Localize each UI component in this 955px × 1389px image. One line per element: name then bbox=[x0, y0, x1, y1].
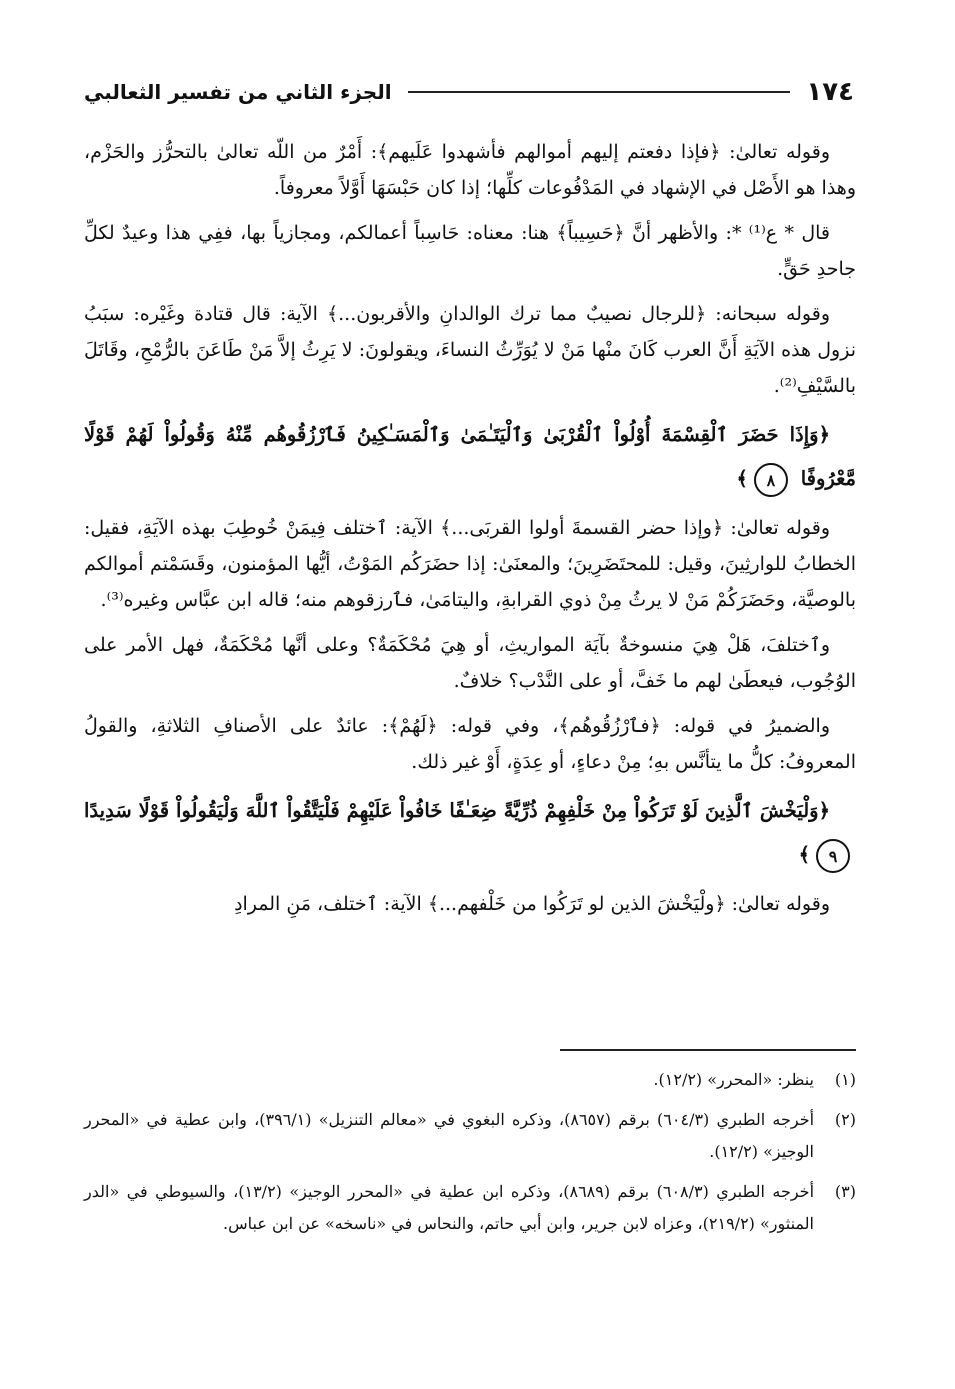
footnote-text: أخرجه الطبري (٦٠٤/٣) برقم (٨٦٥٧)، وذكره البغوي في «معالم التنزيل» (٣٩٦/١)، وابن عطية في «المحرر الوجيز» (١٢/٢). bbox=[84, 1110, 815, 1161]
footnote-text: أخرجه الطبري (٦٠٨/٣) برقم (٨٦٨٩)، وذكره ابن عطية في «المحرر الوجيز» (١٣/٢)، والسيوطي في «الدر المنثور» (٢١٩/٢)، وعزاه لابن جرير، وابن أبي حاتم، والنحاس في «ناسخه» عن ابن عباس. bbox=[84, 1182, 815, 1233]
footnote-number: (٣) bbox=[834, 1182, 856, 1201]
page-number: ١٧٤ bbox=[806, 77, 854, 107]
footnote-text: ينظر: «المحرر» (١٢/٢). bbox=[653, 1070, 814, 1089]
verse-8-close: ﴾ bbox=[736, 467, 748, 490]
page-header bbox=[84, 72, 854, 112]
verse-9-number: ٩ bbox=[816, 839, 850, 873]
footnote-rule bbox=[560, 1049, 856, 1051]
paragraph-2: قال * ع⁽¹⁾ *: والأظهر أنَّ ﴿حَسِيباً﴾ هنا: معناه: حَاسِباً أعمالكم، ومجازياً بها، ففِي هذا وعيدٌ لكلِّ جاحدِ حَقٍّ. bbox=[84, 222, 856, 280]
footnote bbox=[84, 1064, 856, 1096]
paragraph-6: والضميرُ في قوله: ﴿فٱرْزُقُوهُم﴾، وفي قوله: ﴿لَهُمْ﴾: عائدٌ على الأصنافِ الثلاثةِ، والقولُ المعروفُ: كلُّ ما يتأنَّس بهِ؛ مِنْ دعاءٍ، أو عِدَةٍ، أَوْ غير ذلك. bbox=[84, 715, 856, 773]
footnote-number: (١) bbox=[834, 1070, 856, 1089]
paragraph-5: وٱختلفَ، هَلْ هِيَ منسوخةٌ بآيَة المواريثِ، أو هِيَ مُحْكَمَةٌ؟ وعلى أنَّها مُحْكَمَةٌ، فهل الأمر على الوُجُوب، فيعطَىٰ لهم ما خَفَّ، أو على النَّدْب؟ خلافٌ. bbox=[84, 634, 856, 692]
paragraph-3: وقوله سبحانه: ﴿للرجال نصيبٌ مما ترك الوالدانِ والأقربون...﴾ الآية: قال قتادة وغَيْره: سبَبُ نزول هذه الآيَةِ أَنَّ العرب كَانَ منْها مَنْ لا يُوَرِّثُ النساءَ، ويقولونَ: لا يَرِثُ إلاَّ مَنْ طَاعَنَ بالرُّمْحِ، وقَاتَلَ بالسَّيْفِ⁽²⁾. bbox=[84, 303, 856, 397]
footnote bbox=[84, 1104, 856, 1168]
footnotes bbox=[84, 1064, 856, 1248]
verse-8-text: ﴿وَإِذَا حَضَرَ ٱلْقِسْمَةَ أُوْلُواْ ٱلْقُرْبَىٰ وَٱلْيَتَـٰمَىٰ وَٱلْمَسَـٰكِينُ فَٱرْزُقُوهُم مِّنْهُ وَقُولُواْ لَهُمْ قَوْلًا مَّعْرُوفًا bbox=[84, 423, 856, 490]
footnote-number: (٢) bbox=[834, 1110, 856, 1129]
header-rule bbox=[408, 91, 791, 93]
paragraph-1: وقوله تعالىٰ: ﴿فإذا دفعتم إليهم أموالهم فأشهدوا عَلَيهم﴾: أَمْرٌ من اللّه تعالىٰ بالتحرُّز والحَزْم، وهذا هو الأَصْل في الإشهاد في المَدْفُوعات كلِّها؛ إذا كان حَبْسَهَا أَوَّلاً معروفاً. bbox=[84, 141, 856, 199]
running-title: الجزء الثاني من تفسير الثعالبي bbox=[84, 80, 392, 104]
quran-verse-8 bbox=[84, 413, 856, 501]
verse-9-text: ﴿وَلْيَخْشَ ٱلَّذِينَ لَوْ تَرَكُواْ مِنْ خَلْفِهِمْ ذُرِّيَّةً ضِعَـٰفًا خَافُواْ عَلَيْهِمْ فَلْيَتَّقُواْ ٱللَّهَ وَلْيَقُولُواْ قَوْلًا سَدِيدًا bbox=[84, 799, 830, 822]
verse-8-number: ٨ bbox=[754, 463, 788, 497]
paragraph-4: وقوله تعالىٰ: ﴿وإذا حضر القسمةَ أولوا القربَى...﴾ الآية: ٱختلف فِيمَنْ خُوطِبَ بهذه الآيَةِ، فقيل: الخطابُ للوارثِينَ، وقيل: للمحتَضَرِينَ؛ والمعنَىٰ: إذا حضَرَكُم المَوْتُ، أيُّها المؤمنون، وقَسَمْتم أموالكم بالوصيَّة، وحَضَرَكُمْ مَنْ لا يرثُ مِنْ ذوي القرابةِ، واليتامَىٰ، فٱرزقوهم منه؛ قاله ابن عبَّاس وغيره⁽³⁾. bbox=[84, 517, 856, 611]
quran-verse-9 bbox=[84, 789, 856, 877]
paragraph-7: وقوله تعالىٰ: ﴿ولْيَخْشَ الذين لو تَرَكُوا من خَلْفهم...﴾ الآية: ٱختلف، مَنِ المرادِ bbox=[234, 893, 830, 915]
verse-9-close: ﴾ bbox=[798, 843, 810, 866]
footnote bbox=[84, 1176, 856, 1240]
main-text bbox=[84, 134, 856, 931]
